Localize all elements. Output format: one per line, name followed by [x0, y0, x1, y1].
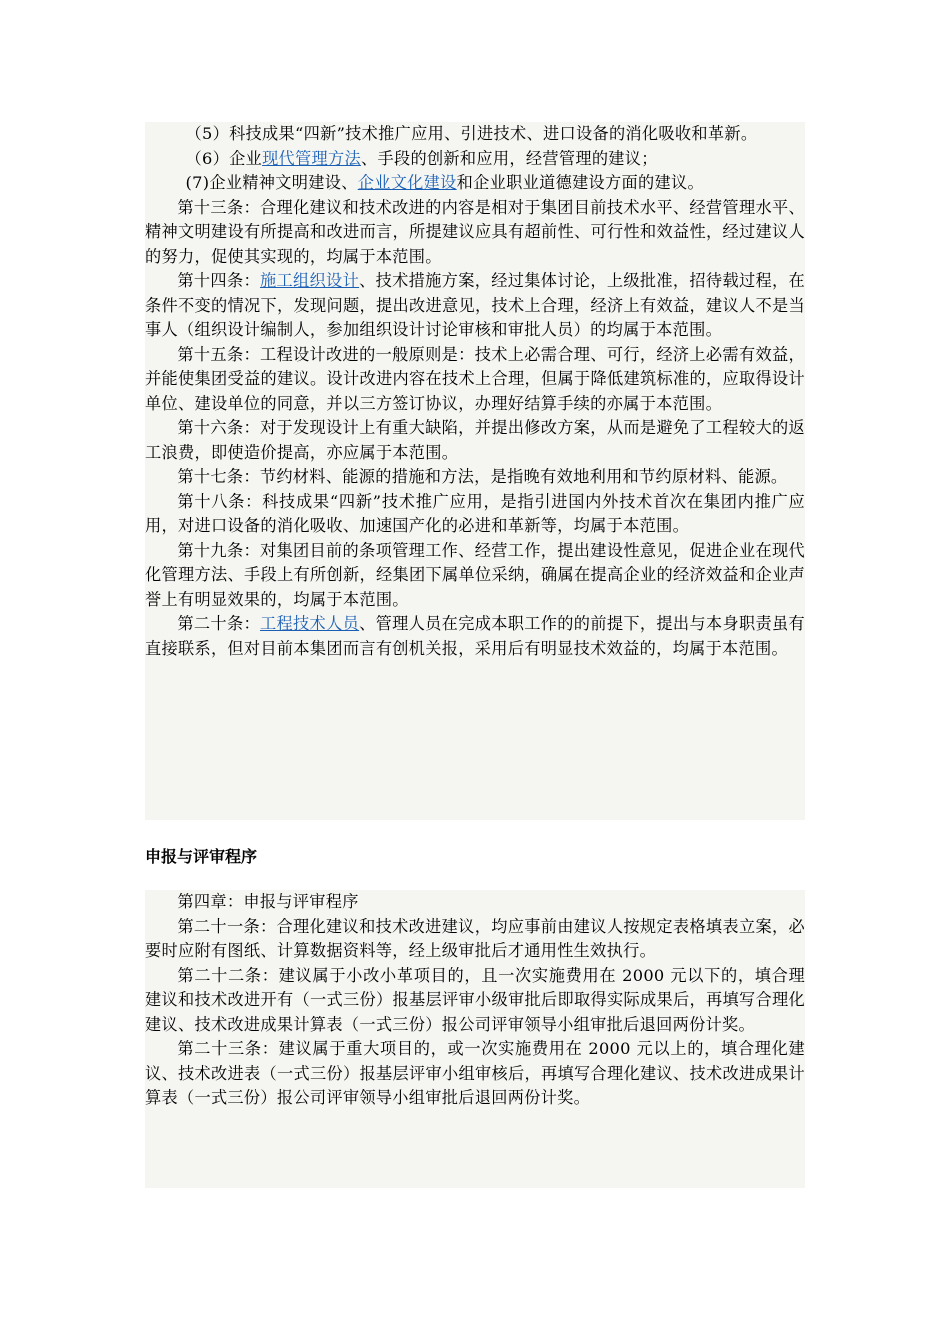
article-18-text: 第十八条：科技成果“四新”技术推广应用，是指引进国内外技术首次在集团内推广应用，对进口设备的消化吸收、加速国产化的必进和革新等，均属于本范围。 [145, 491, 805, 535]
article-16-text: 第十六条：对于发现设计上有重大缺陷，并提出修改方案，从而是避免了工程较大的返工浪费，即使造价提高，亦应属于本范围。 [145, 418, 805, 462]
article-19 [145, 539, 805, 613]
article-14 [145, 269, 805, 343]
list-item-5-text: （5）科技成果“四新”技术推广应用、引进技术、进口设备的消化吸收和革新。 [185, 124, 758, 143]
article-15 [145, 343, 805, 417]
article-20-pre: 第二十条： [177, 614, 260, 633]
section-heading: 申报与评审程序 [145, 847, 258, 866]
list-item-6-pre: （6）企业 [185, 148, 263, 168]
link-corporate-culture[interactable]: 企业文化建设 [357, 173, 457, 192]
chapter-4-text: 第四章：申报与评审程序 [177, 892, 359, 911]
article-13 [145, 196, 805, 270]
article-19-text: 第十九条：对集团目前的条项管理工作、经营工作，提出建设性意见，促进企业在现代化管理方法、手段上有所创新，经集团下属单位采纳，确属在提高企业的经济效益和企业声誉上有明显效果的，均属于本范围。 [145, 540, 805, 609]
article-15-text: 第十五条：工程设计改进的一般原则是：技术上必需合理、可行，经济上必需有效益，并能使集团受益的建议。设计改进内容在技术上合理，但属于降低建筑标准的，应取得设计单位、建设单位的同意，并以三方签订协议，办理好结算手续的亦属于本范围。 [145, 344, 805, 413]
article-22-text: 第二十二条：建议属于小改小革项目的，且一次实施费用在 2000 元以下的，填合理建议和技术改进开有（一式三份）报基层评审小级审批后即取得实际成果后，再填写合理化建议、技术改进成果计算表（一式三份）报公司评审领导小组审批后退回两份计奖。 [145, 965, 805, 1034]
article-23 [145, 1037, 805, 1111]
article-23-text: 第二十三条：建议属于重大项目的，或一次实施费用在 2000 元以上的，填合理化建议、技术改进表（一式三份）报基层评审小组审核后，再填写合理化建议、技术改进成果计算表（一式三份）报公司评审领导小组审批后退回两份计奖。 [145, 1039, 805, 1107]
article-17 [145, 465, 805, 490]
list-item-6-post: 、手段的创新和应用，经营管理的建议； [361, 148, 658, 168]
bottom-text-block [145, 890, 805, 1188]
article-14-post: 、技术措施方案，经过集体讨论，上级批准，招待载过程，在条件不变的情况下，发现问题，提出改进意见，技术上合理，经济上有效益，建议人不是当事人（组织设计编制人，参加组织设计讨论审核和审批人员）的均属于本范围。 [145, 271, 806, 339]
article-18 [145, 490, 805, 539]
article-16 [145, 416, 805, 465]
article-21-text: 第二十一条：合理化建议和技术改进建议，均应事前由建议人按规定表格填表立案，必要时应附有图纸、计算数据资料等，经上级审批后才通用性生效执行。 [145, 916, 805, 960]
article-20-post: 、管理人员在完成本职工作的的前提下，提出与本身职责虽有直接联系，但对目前本集团而言有创机关报，采用后有明显技术效益的，均属于本范围。 [145, 614, 806, 658]
article-14-pre: 第十四条： [177, 271, 260, 290]
top-text-block [145, 122, 805, 820]
article-17-text: 第十七条：节约材料、能源的措施和方法，是指晚有效地利用和节约原材料、能源。 [177, 467, 788, 486]
list-item-7-pre: (7)企业精神文明建设、 [185, 173, 358, 192]
list-item-5 [145, 122, 805, 147]
link-construction-design[interactable]: 施工组织设计 [259, 271, 360, 290]
link-modern-management-methods[interactable]: 现代管理方法 [262, 148, 361, 168]
link-engineering-staff[interactable]: 工程技术人员 [259, 614, 360, 633]
article-22 [145, 964, 805, 1038]
article-21 [145, 915, 805, 964]
chapter-4-title [145, 890, 805, 915]
article-13-text: 第十三条：合理化建议和技术改进的内容是相对于集团目前技术水平、经营管理水平、精神文明建设有所提高和改进而言，所提建议应具有超前性、可行性和效益性，经过建议人的努力，促使其实现的，均属于本范围。 [145, 197, 805, 266]
list-item-7 [145, 171, 805, 196]
article-20 [145, 612, 805, 661]
list-item-6 [145, 147, 805, 172]
list-item-7-post: 和企业职业道德建设方面的建议。 [456, 173, 704, 192]
